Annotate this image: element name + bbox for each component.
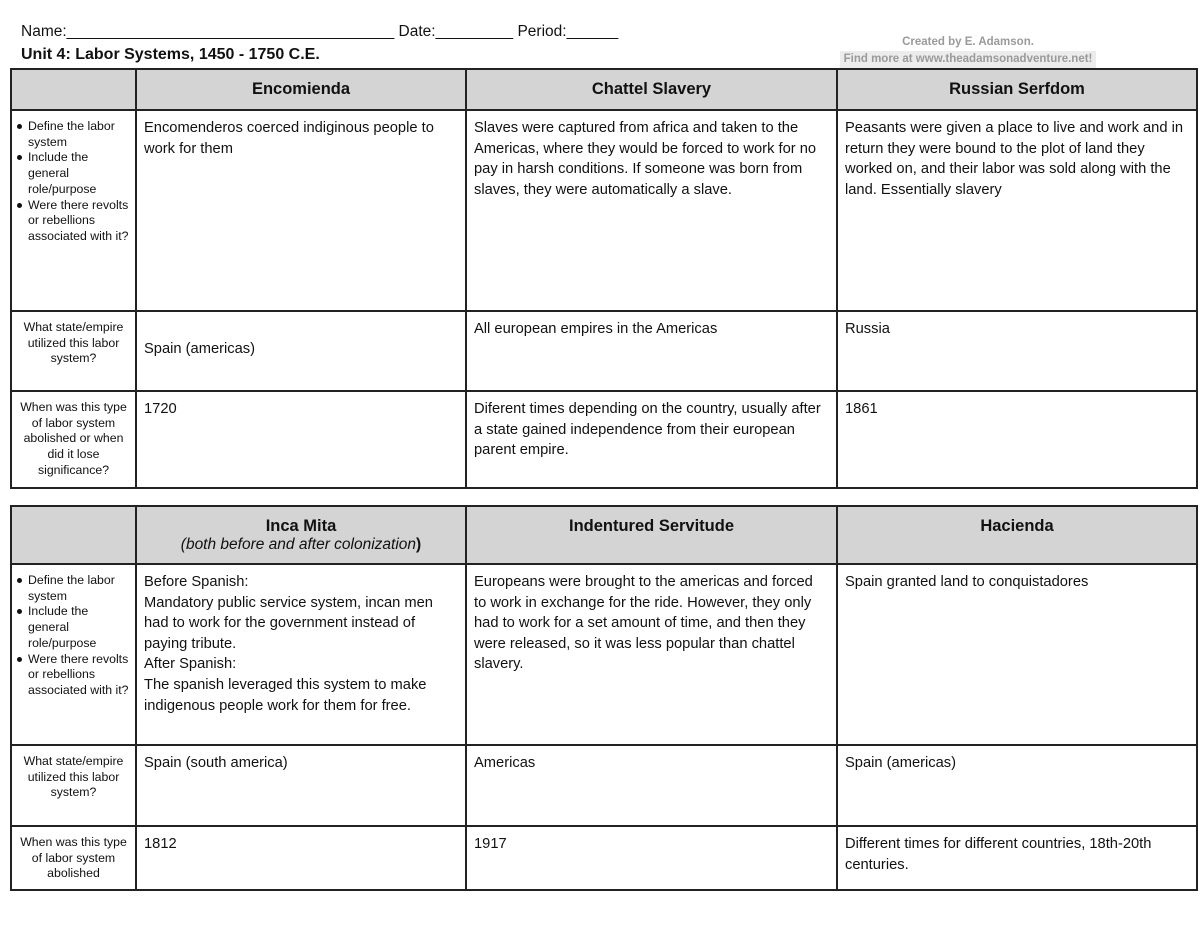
answer-cell[interactable]: Slaves were captured from africa and taken to the Americas, where they would be forced to work for no pay in harsh conditions. If someone was born from slaves, they were automatically a slave. (466, 110, 837, 311)
row-label-state: What state/empire utilized this labor system? (11, 311, 136, 391)
subtitle-text: (both before and after colonization (180, 536, 417, 553)
table-row-define (11, 110, 1197, 311)
row-label-define (11, 564, 136, 745)
bullet-item: Include the general role/purpose (16, 604, 131, 651)
answer-cell[interactable]: 1861 (837, 391, 1197, 488)
page-title: Unit 4: Labor Systems, 1450 - 1750 C.E. (21, 46, 320, 63)
table-row-define (11, 564, 1197, 745)
row-label-abolished: When was this type of labor system abolished (11, 826, 136, 890)
header-empty-cell (11, 69, 136, 110)
column-subtitle (137, 536, 465, 554)
answer-cell[interactable]: 1720 (136, 391, 466, 488)
column-header: Inca Mita (265, 517, 337, 535)
answer-cell[interactable]: Russia (837, 311, 1197, 391)
answer-cell[interactable]: Spain (americas) (136, 311, 466, 391)
credit-author: Created by E. Adamson. (902, 36, 1034, 48)
answer-cell[interactable]: Americas (466, 745, 837, 826)
table-row-abolished (11, 826, 1197, 890)
row-label-abolished: When was this type of labor system abolished or when did it lose significance? (11, 391, 136, 488)
row-label-state: What state/empire utilized this labor system? (11, 745, 136, 826)
answer-cell[interactable]: Spain (south america) (136, 745, 466, 826)
credit-watermark (828, 34, 1108, 68)
table-header-row (11, 69, 1197, 110)
answer-cell[interactable]: Spain (americas) (837, 745, 1197, 826)
bullet-item: Were there revolts or rebellions associated with it? (16, 652, 131, 699)
table-row-state (11, 311, 1197, 391)
column-header: Indentured Servitude (466, 506, 837, 564)
answer-cell[interactable]: Spain granted land to conquistadores (837, 564, 1197, 745)
answer-cell[interactable]: 1812 (136, 826, 466, 890)
column-header: Encomienda (136, 69, 466, 110)
header-empty-cell (11, 506, 136, 564)
answer-cell[interactable]: 1917 (466, 826, 837, 890)
column-header-inca (136, 506, 466, 564)
column-header: Hacienda (837, 506, 1197, 564)
column-header: Chattel Slavery (466, 69, 837, 110)
answer-cell[interactable]: Diferent times depending on the country, usually after a state gained independence from their european parent empire. (466, 391, 837, 488)
row-label-define (11, 110, 136, 311)
labor-table-1 (10, 68, 1198, 489)
answer-cell[interactable]: Different times for different countries, 18th-20th centuries. (837, 826, 1197, 890)
bullet-item: Define the labor system (16, 119, 131, 150)
credit-website: Find more at www.theadamsonadventure.net! (840, 51, 1097, 68)
labor-table-2 (10, 505, 1198, 891)
column-header: Russian Serfdom (837, 69, 1197, 110)
bullet-item: Include the general role/purpose (16, 150, 131, 197)
bullet-item: Define the labor system (16, 573, 131, 604)
answer-cell[interactable]: Before Spanish: Mandatory public service system, incan men had to work for the government instead of paying tribute. After Spanish: The spanish leveraged this system to make indigenous people work for them for free. (136, 564, 466, 745)
answer-cell[interactable]: Europeans were brought to the americas and forced to work in exchange for the ride. However, they only had to work for a set amount of time, and then they were released, so it was less popular than chattel slavery. (466, 564, 837, 745)
table-header-row (11, 506, 1197, 564)
table-row-state (11, 745, 1197, 826)
table-row-abolished (11, 391, 1197, 488)
bullet-item: Were there revolts or rebellions associated with it? (16, 198, 131, 245)
name-date-period-line: Name:______________________________________ Date:_________ Period:______ (21, 23, 619, 40)
answer-cell[interactable]: All european empires in the Americas (466, 311, 837, 391)
subtitle-close-paren: ) (416, 536, 422, 553)
answer-cell[interactable]: Encomenderos coerced indiginous people to work for them (136, 110, 466, 311)
answer-cell[interactable]: Peasants were given a place to live and work and in return they were bound to the plot of land they worked on, and their labor was sold along with the land. Essentially slavery (837, 110, 1197, 311)
